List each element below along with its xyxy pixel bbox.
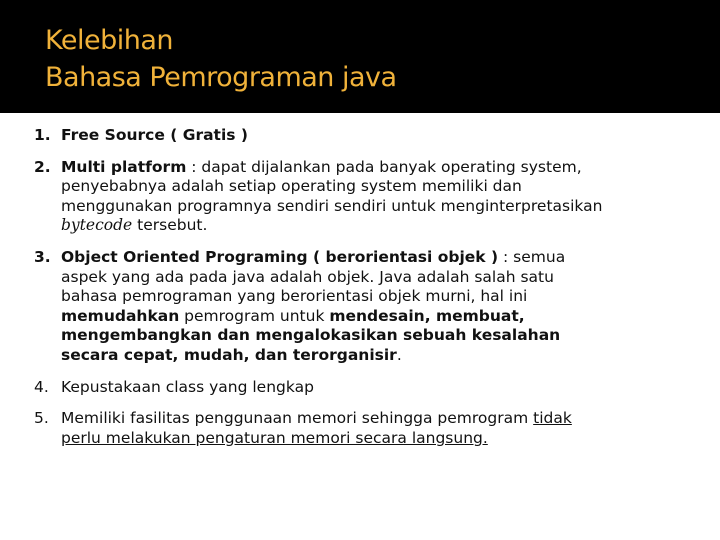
item-2-italic: bytecode [61, 216, 133, 235]
item-2-line-4: tersebut. [132, 216, 208, 235]
item-2-text: : dapat dijalankan pada banyak operating system, [186, 157, 582, 176]
item-3-bold-a: memudahkan [61, 306, 180, 325]
item-5-underlined-b: perlu melakukan pengaturan memori secara langsung. [61, 428, 488, 447]
item-3-mid: pemrogram untuk [179, 306, 330, 325]
slide-title [45, 22, 397, 96]
item-3-label: Object Oriented Programing ( berorientasi objek ) [61, 247, 499, 266]
item-number: 3. [34, 247, 51, 266]
list-item-1 [34, 126, 684, 146]
item-3-bold-b: mendesain, membuat, [329, 306, 525, 325]
item-3-period: . [396, 345, 402, 364]
item-5-text: Memiliki fasilitas penggunaan memori sehingga pemrogram [61, 409, 534, 428]
item-2-label: Multi platform [61, 157, 187, 176]
item-2-line-3: menggunakan programnya sendiri sendiri untuk menginterpretasikan [61, 196, 603, 215]
item-1-label: Free Source ( Gratis ) [61, 126, 248, 144]
item-5-underlined-a: tidak [533, 409, 572, 428]
item-number: 2. [34, 157, 51, 176]
item-3-line-6: secara cepat, mudah, dan terorganisir [61, 345, 397, 364]
item-number: 5. [34, 409, 49, 428]
item-3-text: : semua [498, 247, 566, 266]
advantages-list [34, 126, 684, 460]
title-bar [0, 0, 720, 113]
item-2-line-2: penyebabnya adalah setiap operating system memiliki dan [61, 177, 522, 196]
item-number: 1. [34, 126, 51, 144]
item-4-text: Kepustakaan class yang lengkap [61, 377, 314, 396]
list-item-2 [34, 158, 684, 236]
title-line-1: Kelebihan [45, 25, 173, 56]
list-item-4 [34, 378, 684, 398]
title-line-2: Bahasa Pemrograman java [45, 62, 397, 93]
item-3-line-5: mengembangkan dan mengalokasikan sebuah kesalahan [61, 326, 561, 345]
list-item-5 [34, 409, 684, 448]
item-3-line-2: aspek yang ada pada java adalah objek. Java adalah salah satu [61, 267, 554, 286]
list-item-3 [34, 248, 684, 366]
item-3-line-3: bahasa pemrograman yang berorientasi objek murni, hal ini [61, 287, 528, 306]
item-number: 4. [34, 377, 49, 396]
